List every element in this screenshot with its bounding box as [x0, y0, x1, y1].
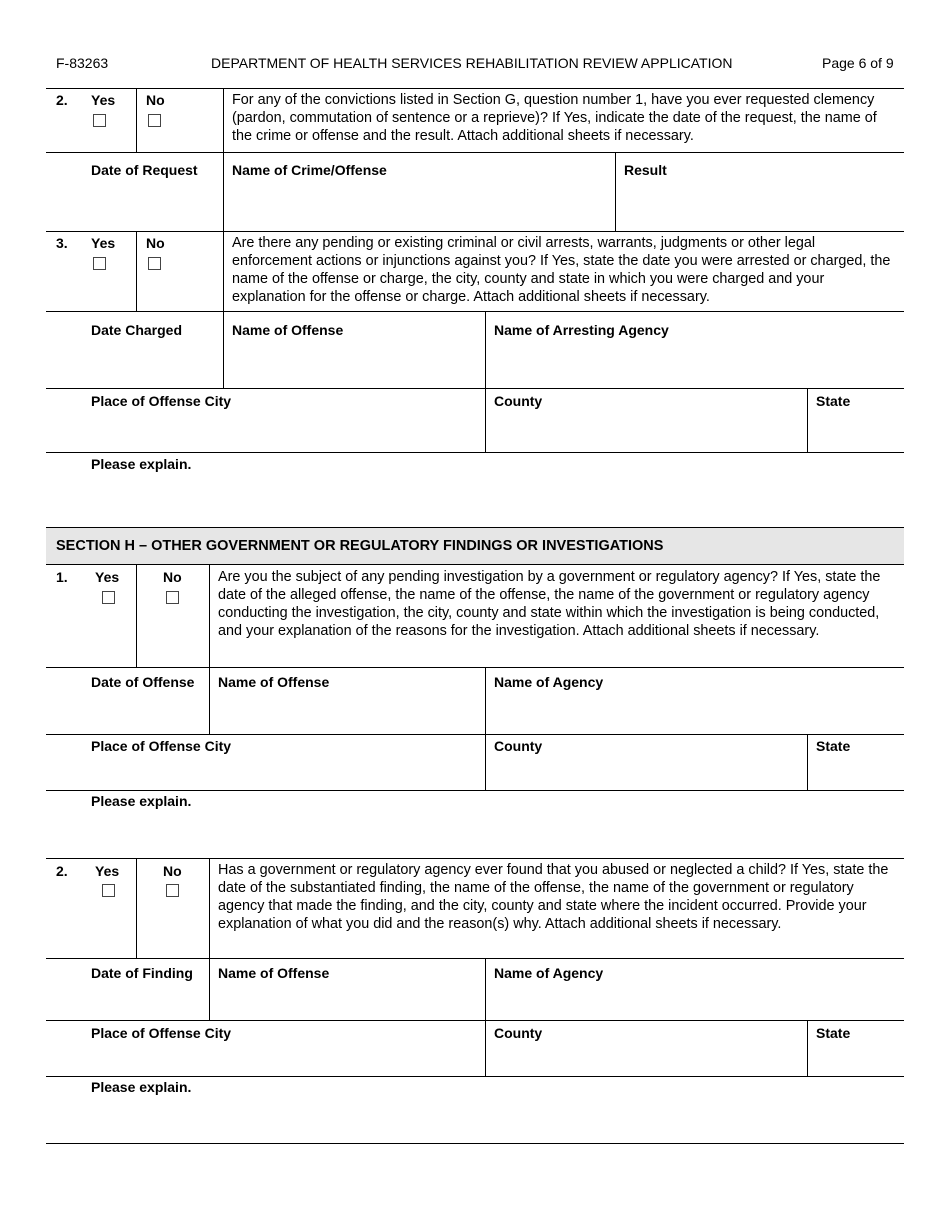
county-label: County: [494, 393, 543, 409]
no-label: No: [163, 863, 182, 879]
divider: [46, 231, 904, 232]
no-checkbox[interactable]: [166, 884, 179, 897]
explanation-field[interactable]: [88, 812, 900, 854]
state-field[interactable]: [812, 756, 900, 787]
divider: [615, 152, 616, 231]
divider: [46, 667, 904, 668]
question-number: 2.: [56, 92, 68, 108]
arresting-agency-label: Name of Arresting Agency: [494, 322, 669, 338]
county-label: County: [494, 738, 543, 754]
divider: [46, 152, 904, 153]
offense-city-field[interactable]: [88, 756, 481, 787]
result-label: Result: [624, 162, 667, 178]
divider: [485, 667, 486, 790]
no-label: No: [146, 235, 165, 251]
explanation-field[interactable]: [88, 475, 900, 523]
yes-label: Yes: [95, 569, 120, 585]
divider: [46, 1143, 904, 1144]
divider: [223, 231, 224, 388]
divider: [136, 858, 137, 958]
offense-city-field[interactable]: [88, 411, 481, 449]
please-explain-label: Please explain.: [91, 793, 192, 809]
question-number: 1.: [56, 569, 68, 585]
county-field[interactable]: [490, 1043, 803, 1073]
agency-name-field[interactable]: [490, 983, 900, 1017]
divider: [46, 734, 904, 735]
offense-city-label: Place of Offense City: [91, 738, 232, 754]
date-of-request-label: Date of Request: [91, 162, 198, 178]
no-label: No: [146, 92, 165, 108]
divider: [136, 231, 137, 311]
section-title: SECTION H – OTHER GOVERNMENT OR REGULATORY FINDINGS OR INVESTIGATIONS: [56, 538, 664, 554]
divider: [46, 1020, 904, 1021]
offense-name-label: Name of Offense: [218, 965, 330, 981]
date-of-finding-field[interactable]: [88, 983, 206, 1017]
question-text: For any of the convictions listed in Section G, question number 1, have you ever requested clemency (pardon, commutation of sentence or a reprieve)? If Yes, indicate the date of the request, the name of the crime or offense and the result. Attach additional sheets if necessary.: [232, 92, 877, 144]
no-checkbox[interactable]: [148, 114, 161, 127]
offense-name-label: Name of Offense: [232, 322, 344, 338]
page-number: Page 6 of 9: [822, 55, 894, 71]
yes-checkbox[interactable]: [102, 884, 115, 897]
divider: [807, 1020, 808, 1076]
yes-label: Yes: [91, 92, 116, 108]
divider: [136, 88, 137, 152]
divider: [807, 734, 808, 790]
yes-checkbox[interactable]: [93, 257, 106, 270]
no-checkbox[interactable]: [166, 591, 179, 604]
divider: [46, 958, 904, 959]
offense-name-field[interactable]: [228, 340, 481, 385]
offense-name-label: Name of Offense: [218, 674, 330, 690]
offense-city-label: Place of Offense City: [91, 393, 232, 409]
result-field[interactable]: [620, 180, 900, 228]
offense-name-field[interactable]: [214, 692, 481, 730]
divider: [46, 88, 904, 89]
date-charged-label: Date Charged: [91, 322, 183, 338]
divider: [807, 388, 808, 452]
no-label: No: [163, 569, 182, 585]
date-of-request-field[interactable]: [88, 180, 220, 228]
date-of-finding-label: Date of Finding: [91, 965, 193, 981]
question-number: 2.: [56, 863, 68, 879]
state-label: State: [816, 393, 851, 409]
divider: [46, 388, 904, 389]
question-text: Are there any pending or existing criminal or civil arrests, warrants, judgments or other legal enforcement actions or injunctions against you? If Yes, state the date you were arrested or charged, the name of the offense or charge, the city, county and state in which you were charged and your explanation for the offense or charge. Attach additional sheets if necessary.: [232, 235, 891, 305]
crime-name-field[interactable]: [228, 180, 611, 228]
arresting-agency-field[interactable]: [490, 340, 900, 385]
yes-checkbox[interactable]: [102, 591, 115, 604]
divider: [223, 88, 224, 231]
offense-city-label: Place of Offense City: [91, 1025, 232, 1041]
divider: [209, 858, 210, 1020]
divider: [46, 1076, 904, 1077]
question-text: Are you the subject of any pending investigation by a government or regulatory agency? If Yes, state the date of the alleged offense, the name of the offense, the name of the government or regulatory agency conducting the investigation, the city, county and state within which the investigation is being conducted, and your explanation of the reasons for the investigation. Attach additional sheets if necessary.: [218, 569, 881, 639]
state-label: State: [816, 1025, 851, 1041]
date-of-offense-label: Date of Offense: [91, 674, 195, 690]
agency-name-label: Name of Agency: [494, 674, 604, 690]
state-field[interactable]: [812, 1043, 900, 1073]
divider: [485, 311, 486, 452]
question-number: 3.: [56, 235, 68, 251]
question-text: Has a government or regulatory agency ever found that you abused or neglected a child? If Yes, state the date of the substantiated finding, the name of the offense, the name of the government or regulatory agency that made the finding, and the city, county and state where the incident occurred. Provide your explanation of what you did and the reason(s) why. Attach additional sheets if necessary.: [218, 862, 889, 932]
form-id: F-83263: [56, 55, 109, 71]
agency-name-field[interactable]: [490, 692, 900, 730]
please-explain-label: Please explain.: [91, 1079, 192, 1095]
yes-label: Yes: [91, 235, 116, 251]
offense-city-field[interactable]: [88, 1043, 481, 1073]
crime-name-label: Name of Crime/Offense: [232, 162, 387, 178]
state-field[interactable]: [812, 411, 900, 449]
yes-label: Yes: [95, 863, 120, 879]
state-label: State: [816, 738, 851, 754]
date-of-offense-field[interactable]: [88, 692, 206, 730]
divider: [46, 858, 904, 859]
divider: [46, 790, 904, 791]
agency-name-label: Name of Agency: [494, 965, 604, 981]
divider: [209, 565, 210, 734]
explanation-field[interactable]: [88, 1098, 900, 1140]
divider: [485, 958, 486, 1076]
county-field[interactable]: [490, 756, 803, 787]
section-h-header: [46, 527, 904, 565]
date-charged-field[interactable]: [88, 340, 220, 385]
county-field[interactable]: [490, 411, 803, 449]
please-explain-label: Please explain.: [91, 456, 192, 472]
divider: [136, 565, 137, 667]
divider: [46, 452, 904, 453]
divider: [46, 311, 904, 312]
county-label: County: [494, 1025, 543, 1041]
offense-name-field[interactable]: [214, 983, 481, 1017]
no-checkbox[interactable]: [148, 257, 161, 270]
page-title: DEPARTMENT OF HEALTH SERVICES REHABILITATION REVIEW APPLICATION: [211, 55, 733, 71]
yes-checkbox[interactable]: [93, 114, 106, 127]
